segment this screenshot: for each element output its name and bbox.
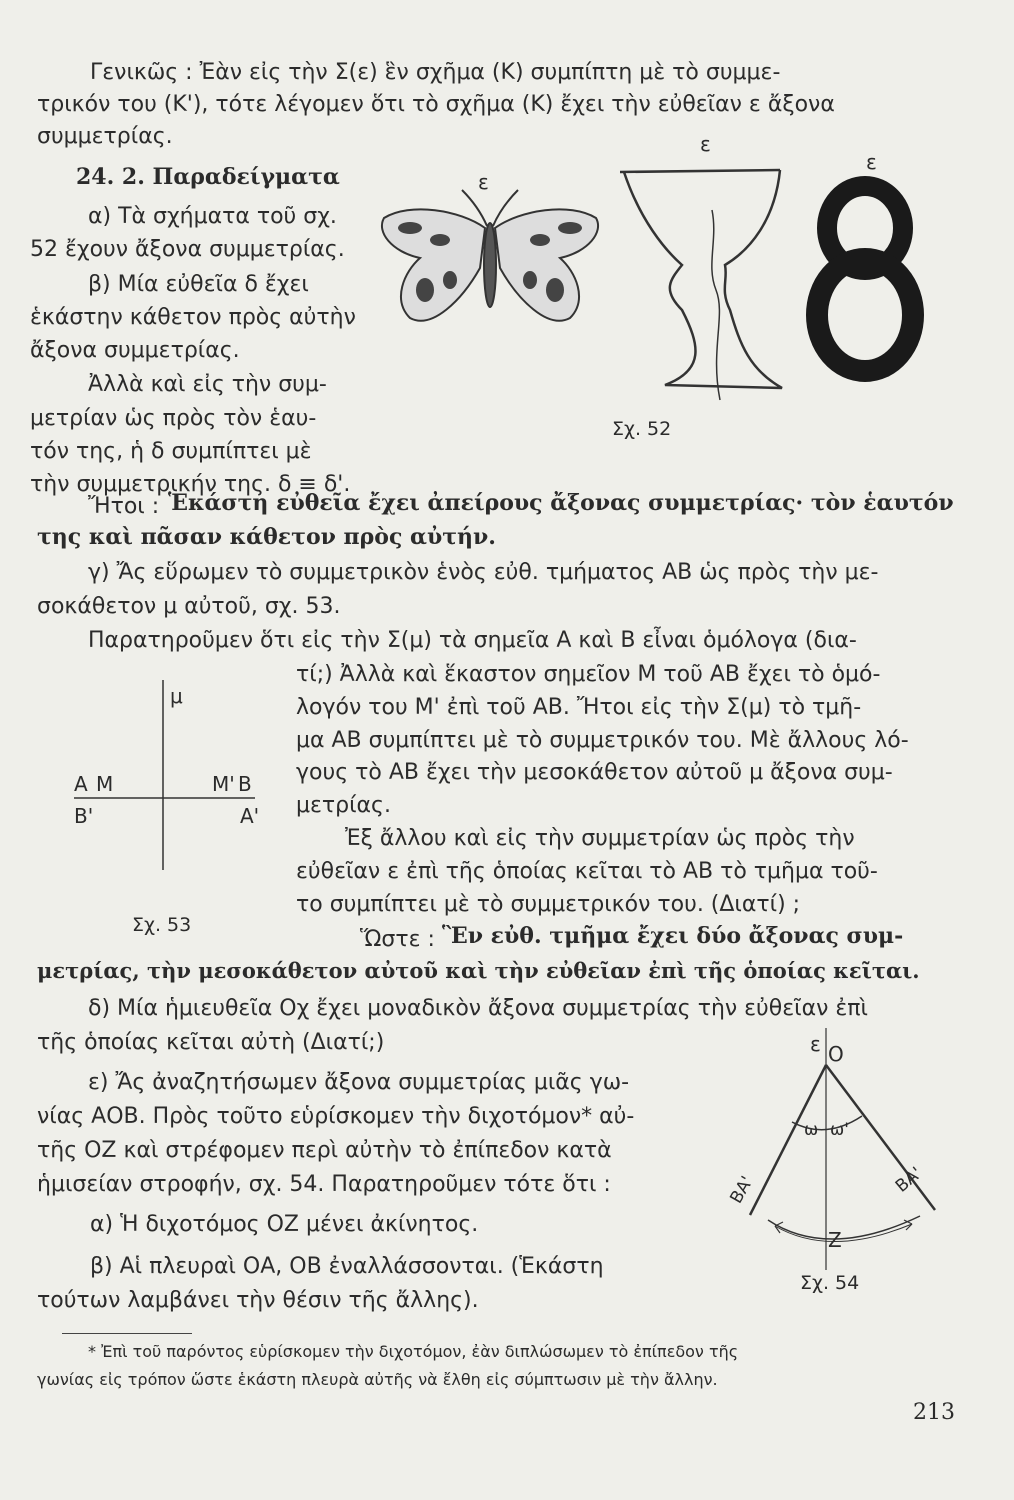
text-line-25: Ἐξ ἄλλου καὶ εἰς τὴν συμμετρίαν ὡς πρὸς τὴν xyxy=(345,826,855,851)
text-line-2: τρικόν του (Κ'), τότε λέγομεν ὅτι τὸ σχῆμα (Κ) ἔχει τὴν εὐθεῖαν ε ἄξονα xyxy=(37,92,835,117)
text-line-28: Ὥστε : xyxy=(360,927,435,952)
text-line-37: α) Ἡ διχοτόμος ΟΖ μένει ἀκίνητος. xyxy=(90,1212,479,1237)
text-line-32: τῆς ὁποίας κεῖται αὐτὴ (Διατί;) xyxy=(37,1030,385,1055)
text-line-9: ἄξονα συμμετρίας. xyxy=(30,338,240,363)
text-line-33: ε) Ἄς ἀναζητήσωμεν ἄξονα συμμετρίας μιᾶς γω- xyxy=(88,1070,630,1095)
text-line-1: Γενικῶς : Ἐὰν εἰς τὴν Σ(ε) ἓν σχῆμα (Κ) συμπίπτη μὲ τὸ συμμε- xyxy=(90,60,781,85)
page-number: 213 xyxy=(913,1400,955,1425)
text-line-24: μετρίας. xyxy=(296,793,391,818)
text-line-21: λογόν του Μ' ἐπὶ τοῦ ΑΒ. Ἤτοι εἰς τὴν Σ(μ) τὸ τμῆ- xyxy=(296,695,862,720)
fig54-label-omega-prime: ω' xyxy=(830,1120,849,1140)
text-line-5: α) Τὰ σχήματα τοῦ σχ. xyxy=(88,204,337,229)
text-line-22: μα ΑΒ συμπίπτει μὲ τὸ συμμετρικόν του. Μὲ ἄλλους λό- xyxy=(296,728,909,753)
section-heading: 24. 2. Παραδείγματα xyxy=(76,164,340,190)
text-line-19: Παρατηροῦμεν ὅτι εἰς τὴν Σ(μ) τὰ σημεῖα Α καὶ Β εἶναι ὁμόλογα (δια- xyxy=(88,628,857,653)
text-line-36: ἡμισείαν στροφήν, σχ. 54. Παρατηροῦμεν τότε ὅτι : xyxy=(37,1172,611,1197)
footnote-line-2: γωνίας εἰς τρόπον ὥστε ἑκάστη πλευρὰ αὐτῆς νὰ ἔλθη εἰς σύμπτωσιν μὲ τὴν ἄλλην. xyxy=(37,1370,718,1389)
fig54-label-omega: ω xyxy=(804,1120,819,1140)
text-line-29: Ἓν εὐθ. τμῆμα ἔχει δύο ἄξονας συμ- xyxy=(442,923,904,949)
text-line-20: τί;) Ἀλλὰ καὶ ἕκαστον σημεῖον Μ τοῦ ΑΒ ἔχει τὸ ὁμό- xyxy=(296,662,881,687)
fig52-axis-label-1: ε xyxy=(478,170,489,194)
text-line-10: Ἀλλὰ καὶ εἰς τὴν συμ- xyxy=(88,372,327,397)
footnote-line-1: * Ἐπὶ τοῦ παρόντος εὑρίσκομεν τὴν διχοτόμον, ἐὰν διπλώσωμεν τὸ ἐπίπεδον τῆς xyxy=(88,1342,739,1361)
text-line-15: Ἑκάστη εὐθεῖα ἔχει ἀπείρους ἄξονας συμμετρίας· τὸν ἑαυτόν xyxy=(168,490,954,516)
fig53-label-a: Α xyxy=(74,772,88,796)
fig53-label-m-prime: Μ' xyxy=(212,772,235,796)
text-line-17: γ) Ἄς εὕρωμεν τὸ συμμετρικὸν ἑνὸς εὐθ. τμήματος ΑΒ ὡς πρὸς τὴν με- xyxy=(88,560,879,585)
text-line-12: τόν της, ἡ δ συμπίπτει μὲ xyxy=(30,439,312,464)
text-line-6: 52 ἔχουν ἄξονα συμμετρίας. xyxy=(30,237,345,262)
fig54-label-epsilon: ε xyxy=(810,1032,821,1056)
fig54-label-z: Ζ xyxy=(828,1228,842,1252)
text-line-27: το συμπίπτει μὲ τὸ συμμετρικόν του. (Διατί) ; xyxy=(296,892,801,917)
text-line-7: β) Μία εὐθεῖα δ ἔχει xyxy=(88,272,309,297)
fig53-label-mu: μ xyxy=(170,684,183,708)
text-line-31: δ) Μία ἡμιευθεῖα Οχ ἔχει μοναδικὸν ἄξονα συμμετρίας τὴν εὐθεῖαν ἐπὶ xyxy=(88,996,868,1021)
digit-eight-illustration xyxy=(817,186,913,371)
text-line-16: της καὶ πᾶσαν κάθετον πρὸς αὐτήν. xyxy=(37,524,496,550)
fig52-axis-label-3: ε xyxy=(866,150,877,174)
fig54-label-right-side: ΒΑ' xyxy=(891,1163,927,1197)
fig54-caption: Σχ. 54 xyxy=(800,1272,860,1294)
text-line-18: σοκάθετον μ αὐτοῦ, σχ. 53. xyxy=(37,594,341,619)
figure-53 xyxy=(60,670,290,950)
figure-52-drawing xyxy=(370,140,970,440)
goblet-illustration xyxy=(620,170,782,388)
fig53-label-a-prime: Α' xyxy=(240,804,260,828)
figure-52 xyxy=(370,132,970,440)
fig52-caption: Σχ. 52 xyxy=(612,418,672,440)
text-line-35: τῆς ΟΖ καὶ στρέφομεν περὶ αὐτὴν τὸ ἐπίπεδον κατὰ xyxy=(37,1138,612,1163)
text-line-8: ἑκάστην κάθετον πρὸς αὐτὴν xyxy=(30,305,356,330)
text-line-13: τὴν συμμετρικήν της. δ ≡ δ'. xyxy=(30,472,351,497)
fig53-label-m: Μ xyxy=(96,772,114,796)
fig53-label-b: Β xyxy=(238,772,252,796)
goblet-axis xyxy=(712,210,720,400)
butterfly-illustration xyxy=(382,190,598,321)
fig54-label-left-side: ΒΑ' xyxy=(726,1172,758,1208)
footnote-divider xyxy=(62,1333,192,1334)
fig53-label-b-prime: Β' xyxy=(74,804,94,828)
text-line-30: μετρίας, τὴν μεσοκάθετον αὐτοῦ καὶ τὴν εὐθεῖαν ἐπὶ τῆς ὁποίας κεῖται. xyxy=(37,958,920,983)
fig53-caption: Σχ. 53 xyxy=(132,914,192,936)
fig54-label-o: Ο xyxy=(828,1042,844,1066)
text-line-34: νίας ΑΟΒ. Πρὸς τοῦτο εὑρίσκομεν τὴν διχοτόμον* αὐ- xyxy=(37,1104,635,1129)
text-line-39: τούτων λαμβάνει τὴν θέσιν τῆς ἄλλης). xyxy=(37,1288,479,1313)
figure-54 xyxy=(720,1020,970,1320)
text-line-23: γους τὸ ΑΒ ἔχει τὴν μεσοκάθετον αὐτοῦ μ ἄξονα συμ- xyxy=(296,760,893,785)
text-line-3: συμμετρίας. xyxy=(37,124,173,149)
text-line-14: Ἤτοι : xyxy=(88,494,160,519)
fig52-axis-label-2: ε xyxy=(700,132,711,156)
text-line-38: β) Αἱ πλευραὶ ΟΑ, ΟΒ ἐναλλάσσονται. (Ἑκάστη xyxy=(90,1254,604,1279)
text-line-11: μετρίαν ὡς πρὸς τὸν ἑαυ- xyxy=(30,406,317,431)
text-line-26: εὐθεῖαν ε ἐπὶ τῆς ὁποίας κεῖται τὸ ΑΒ τὸ τμῆμα τοῦ- xyxy=(296,859,878,884)
